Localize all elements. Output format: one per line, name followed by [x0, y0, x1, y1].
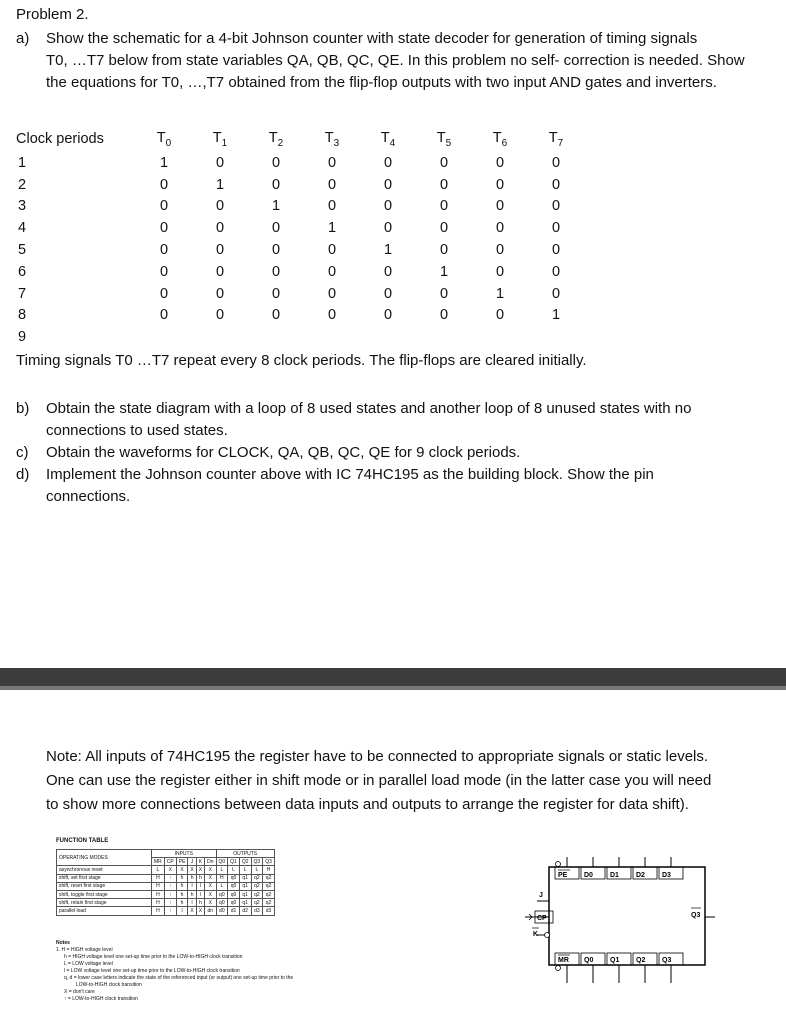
timing-value-cell: 0 [439, 220, 449, 237]
col-t7: $T_7$ [548, 129, 564, 149]
operating-mode-cell: shift, set first stage [57, 874, 152, 882]
timing-value-cell: 0 [439, 176, 449, 193]
part-a-marker: a) [16, 30, 30, 47]
operating-mode-cell: shift, retain first stage [57, 899, 152, 907]
timing-value-cell: 0 [495, 154, 505, 171]
pin-q0: Q0 [584, 957, 594, 964]
timing-value-cell: 0 [439, 198, 449, 215]
timing-value-cell: 0 [327, 154, 337, 171]
col-t2: $T_2$ [268, 129, 284, 149]
timing-value-cell [192, 326, 248, 348]
function-table-cell: l [188, 899, 196, 907]
function-table-col-header: MR [152, 858, 165, 866]
function-table-cell: q2 [263, 874, 275, 882]
function-table-cell: H [263, 866, 275, 874]
timing-value-cell: 0 [551, 154, 561, 171]
timing-value-cell: 0 [551, 198, 561, 215]
function-table-cell: d0 [216, 907, 228, 915]
pin-pe: PE [558, 872, 568, 879]
timing-value-cell: 1 [215, 176, 225, 193]
function-table-row [57, 882, 275, 890]
timing-value-cell [304, 326, 360, 348]
timing-value-cell: 0 [551, 242, 561, 259]
function-table-col-header: K [196, 858, 204, 866]
pin-d0: D0 [584, 872, 593, 879]
note-item: LOW-to-HIGH clock transition [76, 982, 142, 988]
function-table-cell: q2 [263, 899, 275, 907]
timing-header-row [16, 126, 584, 152]
function-table-cell: ↑ [164, 899, 176, 907]
note-line3: to show more connections between data inputs and outputs to arrange the register for data shift). [46, 796, 689, 813]
function-table-cell: h [176, 882, 188, 890]
timing-value-cell [136, 326, 192, 348]
timing-row [16, 174, 584, 196]
operating-modes-header: OPERATING MODES [57, 850, 152, 866]
function-table-cell: X [205, 882, 216, 890]
timing-value-cell: 0 [383, 176, 393, 193]
function-table-cell: d3 [263, 907, 275, 915]
timing-value-cell: 0 [383, 220, 393, 237]
mr-bubble [556, 966, 561, 971]
timing-row [16, 239, 584, 261]
timing-value-cell: 0 [439, 242, 449, 259]
function-table-cell: q1 [239, 882, 251, 890]
timing-value-cell: 1 [383, 242, 393, 259]
function-table-cell: h [176, 874, 188, 882]
timing-value-cell: 0 [271, 285, 281, 302]
timing-value-cell: 0 [551, 220, 561, 237]
function-table-cell: H [152, 882, 165, 890]
timing-value-cell: 0 [495, 307, 505, 324]
function-table-cell: q2 [251, 890, 263, 898]
pin-k: K [533, 931, 539, 938]
function-table-cell: H [152, 890, 165, 898]
timing-row [16, 152, 584, 174]
timing-value-cell [528, 326, 584, 348]
function-table-cell: l [196, 882, 204, 890]
timing-value-cell: 0 [271, 242, 281, 259]
pin-d1: D1 [610, 872, 619, 879]
function-table-body [57, 866, 275, 915]
timing-value-cell: 0 [327, 307, 337, 324]
pin-d2: D2 [636, 872, 645, 879]
timing-row [16, 217, 584, 239]
function-table-row [57, 890, 275, 898]
timing-value-cell: 0 [495, 176, 505, 193]
function-table-cell: X [188, 907, 196, 915]
section-divider-shadow [0, 686, 786, 690]
clock-period-cell: 4 [18, 220, 27, 237]
function-table-cell: d2 [239, 907, 251, 915]
timing-table [16, 126, 584, 348]
pin-d3: D3 [662, 872, 671, 879]
function-table-cell: q0 [228, 899, 240, 907]
function-table-cell: h [196, 874, 204, 882]
timing-value-cell: 0 [383, 154, 393, 171]
function-table-cell: q2 [263, 882, 275, 890]
function-table-cell: L [251, 866, 263, 874]
part-b-line1: Obtain the state diagram with a loop of 8 used states and another loop of 8 unused states with no [46, 400, 692, 417]
function-table-cell: X [196, 907, 204, 915]
function-table-cell: ↑ [164, 890, 176, 898]
timing-value-cell: 0 [439, 154, 449, 171]
timing-value-cell: 0 [439, 307, 449, 324]
operating-mode-cell: asynchronous reset [57, 866, 152, 874]
timing-value-cell: 1 [327, 220, 337, 237]
timing-row [16, 283, 584, 305]
function-table-title: FUNCTION TABLE [56, 838, 109, 844]
timing-value-cell: 1 [159, 154, 169, 171]
timing-value-cell [248, 326, 304, 348]
clock-period-cell: 3 [18, 198, 27, 215]
part-d-line2: connections. [46, 488, 131, 505]
timing-value-cell: 0 [215, 307, 225, 324]
part-a-line3: the equations for T0, …,T7 obtained from the flip-flop outputs with two input AND gates and inverters. [46, 74, 717, 91]
timing-note: Timing signals T0 …T7 repeat every 8 clock periods. The flip-flops are cleared initially. [16, 352, 587, 369]
note-item: L = LOW voltage level [64, 961, 113, 967]
timing-value-cell: 0 [327, 198, 337, 215]
pin-mr: MR [558, 957, 569, 964]
col-t6: $T_6$ [492, 129, 508, 149]
clock-period-cell: 7 [18, 285, 27, 302]
function-table-cell: l [176, 907, 188, 915]
note-item: 1. H = HIGH voltage level [56, 947, 113, 953]
function-table-cell: ↑ [164, 882, 176, 890]
function-table-cell: X [205, 899, 216, 907]
note-item: l = LOW voltage level one set-up time prior to the LOW-to-HIGH clock transition [64, 968, 240, 974]
pin-j: J [539, 892, 543, 899]
function-table-cell: X [205, 874, 216, 882]
timing-value-cell: 0 [495, 263, 505, 280]
col-t4: $T_4$ [380, 129, 396, 149]
function-table-row [57, 899, 275, 907]
timing-value-cell [472, 326, 528, 348]
timing-value-cell: 0 [215, 198, 225, 215]
timing-value-cell: 0 [271, 307, 281, 324]
clock-periods-header: Clock periods [16, 131, 104, 147]
part-d-marker: d) [16, 466, 30, 483]
function-table-cell: H [152, 874, 165, 882]
clock-period-cell: 2 [18, 176, 27, 193]
timing-value-cell: 0 [215, 263, 225, 280]
timing-value-cell: 0 [327, 263, 337, 280]
function-table-cell: d1 [228, 907, 240, 915]
function-table-cell: H [152, 899, 165, 907]
notes-title: Notes [56, 940, 70, 946]
part-c-marker: c) [16, 444, 29, 461]
function-table-col-header: PE [176, 858, 188, 866]
function-table-cell: q0 [228, 882, 240, 890]
function-table-cell: q2 [251, 874, 263, 882]
function-table-cell: L [152, 866, 165, 874]
function-table-cell: q0 [216, 890, 228, 898]
timing-value-cell: 0 [495, 242, 505, 259]
timing-value-cell: 0 [495, 220, 505, 237]
timing-value-cell: 1 [439, 263, 449, 280]
part-b-marker: b) [16, 400, 30, 417]
timing-value-cell: 0 [159, 198, 169, 215]
function-table-cell: d3 [251, 907, 263, 915]
timing-value-cell: 0 [159, 285, 169, 302]
timing-value-cell: 0 [551, 285, 561, 302]
clock-period-cell: 6 [18, 263, 27, 280]
function-table-cell: ↑ [164, 907, 176, 915]
operating-mode-cell: parallel load [57, 907, 152, 915]
timing-value-cell: 0 [383, 263, 393, 280]
timing-value-cell: 0 [159, 263, 169, 280]
timing-value-cell: 0 [215, 242, 225, 259]
timing-value-cell: 0 [271, 263, 281, 280]
function-table-cell: H [152, 907, 165, 915]
function-table-cell: q0 [228, 874, 240, 882]
function-table-cell: q0 [228, 890, 240, 898]
function-table-cell: q1 [239, 890, 251, 898]
pin-q3: Q3 [662, 957, 672, 964]
function-table-cell: L [216, 866, 228, 874]
pin-q1: Q1 [610, 957, 620, 964]
function-table-col-header: Q2 [239, 858, 251, 866]
inputs-header: INPUTS [152, 850, 217, 858]
function-table-cell: ↑ [164, 874, 176, 882]
timing-value-cell: 0 [327, 242, 337, 259]
function-table-cell: H [216, 874, 228, 882]
outputs-header: OUTPUTS [216, 850, 274, 858]
timing-value-cell: 0 [271, 176, 281, 193]
timing-value-cell [360, 326, 416, 348]
col-t1: $T_1$ [212, 129, 228, 149]
pe-bubble [556, 862, 561, 867]
function-table-cell: h [176, 899, 188, 907]
pin-q2: Q2 [636, 957, 646, 964]
timing-value-cell: 0 [159, 307, 169, 324]
function-table-cell: dn [205, 907, 216, 915]
clock-period-cell: 9 [18, 329, 27, 346]
timing-value-cell: 1 [271, 198, 281, 215]
timing-value-cell: 1 [551, 307, 561, 324]
function-table-cell: X [164, 866, 176, 874]
col-t0: $T_0$ [156, 129, 172, 149]
function-table-col-header: Dn [205, 858, 216, 866]
part-d-line1: Implement the Johnson counter above with IC 74HC195 as the building block. Show the pin [46, 466, 654, 483]
part-c-line1: Obtain the waveforms for CLOCK, QA, QB, QC, QE for 9 clock periods. [46, 444, 521, 461]
function-table-cell: X [205, 866, 216, 874]
timing-value-cell: 0 [439, 285, 449, 302]
function-table-row [57, 874, 275, 882]
k-bubble [545, 933, 550, 938]
timing-value-cell [416, 326, 472, 348]
timing-value-cell: 0 [215, 154, 225, 171]
operating-mode-cell: shift, toggle first stage [57, 890, 152, 898]
note-line2: One can use the register either in shift mode or in parallel load mode (in the latter case you will need [46, 772, 712, 789]
part-a-line1: Show the schematic for a 4-bit Johnson counter with state decoder for generation of timing signals [46, 30, 698, 47]
function-table-cell: X [176, 866, 188, 874]
function-table-col-header: Q1 [228, 858, 240, 866]
function-table-cell: X [188, 866, 196, 874]
timing-row [16, 326, 584, 348]
timing-value-cell: 1 [495, 285, 505, 302]
function-table-cell: l [196, 890, 204, 898]
pin-cp: CP [537, 915, 547, 922]
problem-title: Problem 2. [16, 6, 89, 23]
function-table-cell: q0 [216, 899, 228, 907]
timing-value-cell: 0 [271, 154, 281, 171]
operating-mode-cell: shift, reset first stage [57, 882, 152, 890]
function-table-col-header: CP [164, 858, 176, 866]
function-table-cell: q2 [251, 882, 263, 890]
timing-value-cell: 0 [495, 198, 505, 215]
timing-row [16, 305, 584, 327]
clock-period-cell: 5 [18, 242, 27, 259]
part-a-line2: T0, …T7 below from state variables QA, QB, QC, QE. In this problem no self- correction is needed. Show [46, 52, 745, 69]
note-item: X = don't care [64, 989, 95, 995]
timing-value-cell: 0 [215, 285, 225, 302]
function-table-col-header: Q3 [263, 858, 275, 866]
function-table-cell: q2 [263, 890, 275, 898]
function-table-cell: q1 [239, 874, 251, 882]
col-t3: $T_3$ [324, 129, 340, 149]
timing-value-cell: 0 [159, 176, 169, 193]
function-table-cell: L [216, 882, 228, 890]
function-table-cell: h [176, 890, 188, 898]
timing-value-cell: 0 [159, 220, 169, 237]
function-table-cell: q2 [251, 899, 263, 907]
part-b-line2: connections to used states. [46, 422, 228, 439]
function-table-row [57, 907, 275, 915]
timing-row [16, 261, 584, 283]
timing-value-cell: 0 [271, 220, 281, 237]
timing-value-cell: 0 [383, 307, 393, 324]
function-table-col-header: Q3 [251, 858, 263, 866]
function-table-cell: h [196, 899, 204, 907]
timing-row [16, 196, 584, 218]
chip-body [549, 867, 705, 965]
clock-period-cell: 1 [18, 154, 27, 171]
timing-value-cell: 0 [215, 220, 225, 237]
timing-value-cell: 0 [383, 285, 393, 302]
timing-value-cell: 0 [551, 176, 561, 193]
function-table-col-header: Q0 [216, 858, 228, 866]
note-item: h = HIGH voltage level one set-up time prior to the LOW-to-HIGH clock transition [64, 954, 243, 960]
timing-value-cell: 0 [551, 263, 561, 280]
function-table-row [57, 866, 275, 874]
section-divider [0, 668, 786, 686]
timing-value-cell: 0 [159, 242, 169, 259]
timing-body [16, 152, 584, 348]
function-table [56, 849, 275, 916]
note-line1: Note: All inputs of 74HC195 the register have to be connected to appropriate signals or static levels. [46, 748, 709, 765]
function-table-col-header: J [188, 858, 196, 866]
timing-value-cell: 0 [327, 176, 337, 193]
function-table-cell: h [188, 874, 196, 882]
function-table-cell: h [188, 890, 196, 898]
function-table-cell: l [188, 882, 196, 890]
function-table-cell: L [228, 866, 240, 874]
note-item: q, d = lower case letters indicate the state of the referenced input (or output) one set-up time prior to the [64, 975, 294, 981]
function-table-cell: q1 [239, 899, 251, 907]
clock-period-cell: 8 [18, 307, 27, 324]
timing-value-cell: 0 [383, 198, 393, 215]
chip-74hc195-symbol [515, 857, 715, 987]
function-table-cell: X [205, 890, 216, 898]
pin-q3-bar: Q3 [691, 912, 701, 919]
timing-value-cell: 0 [327, 285, 337, 302]
function-table-cell: L [239, 866, 251, 874]
note-item: ↑ = LOW-to-HIGH clock transition [64, 996, 138, 1002]
function-table-cell: X [196, 866, 204, 874]
col-t5: $T_5$ [436, 129, 452, 149]
function-table-notes [56, 940, 293, 1003]
